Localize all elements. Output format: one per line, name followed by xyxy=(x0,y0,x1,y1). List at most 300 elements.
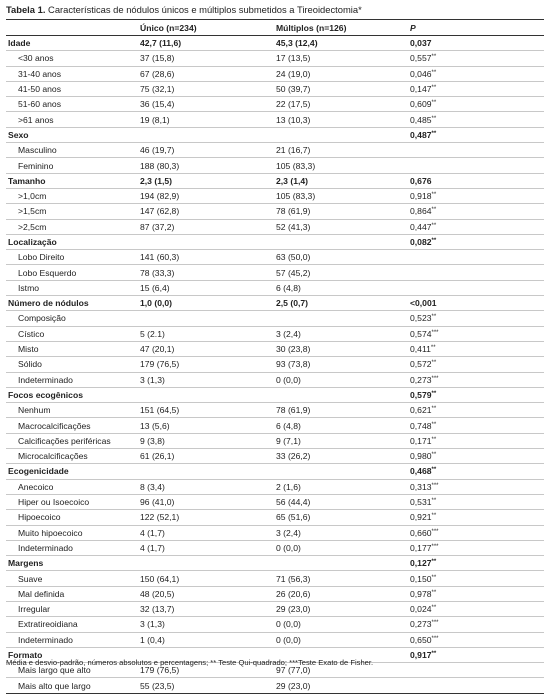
row-label-text: 51-60 anos xyxy=(18,99,62,110)
p-value xyxy=(410,601,544,616)
multiplos-value-text: 26 (20,6) xyxy=(276,588,311,599)
multiplos-value xyxy=(276,188,410,203)
row-label xyxy=(6,586,140,601)
row-label-text: Indeterminado xyxy=(18,542,73,553)
multiplos-value-text: 22 (17,5) xyxy=(276,99,311,110)
multiplos-value xyxy=(276,66,410,81)
table-row xyxy=(6,449,544,464)
multiplos-value xyxy=(276,219,410,234)
row-label-text: <30 anos xyxy=(18,53,54,64)
row-label-text: Istmo xyxy=(18,282,40,293)
p-value xyxy=(410,219,544,234)
multiplos-value-text: 63 (50,0) xyxy=(276,252,311,263)
multiplos-value xyxy=(276,296,410,311)
row-label xyxy=(6,510,140,525)
row-label-text: Lobo Esquerdo xyxy=(18,267,77,278)
unico-value-text: 188 (80,3) xyxy=(140,160,180,171)
p-value xyxy=(410,36,544,51)
row-label-text: Masculino xyxy=(18,145,57,156)
table-row xyxy=(6,81,544,96)
multiplos-value xyxy=(276,403,410,418)
unico-value-text: 179 (76,5) xyxy=(140,359,180,370)
unico-value-text: 42,7 (11,6) xyxy=(140,38,182,49)
multiplos-value xyxy=(276,556,410,571)
unico-value xyxy=(140,433,276,448)
table-row xyxy=(6,66,544,81)
significance-marker: ** xyxy=(431,85,437,92)
p-value-text: 0,621 xyxy=(410,405,432,416)
p-value xyxy=(410,632,544,647)
p-value xyxy=(410,97,544,112)
multiplos-value-text: 29 (23,0) xyxy=(276,680,311,691)
p-value xyxy=(410,158,544,173)
unico-value-text: 3 (1,3) xyxy=(140,619,165,630)
multiplos-value xyxy=(276,265,410,280)
unico-value xyxy=(140,66,276,81)
multiplos-value-text: 30 (23,8) xyxy=(276,344,311,355)
unico-value xyxy=(140,204,276,219)
multiplos-value xyxy=(276,418,410,433)
multiplos-value-text: 65 (51,6) xyxy=(276,512,311,523)
multiplos-value xyxy=(276,632,410,647)
header-variable xyxy=(6,20,140,36)
p-value-text: 0,447 xyxy=(410,221,432,232)
header-p-value: P xyxy=(410,20,544,36)
row-label xyxy=(6,204,140,219)
header-multiplos: Múltiplos (n=126) xyxy=(276,20,410,36)
multiplos-value-text: 9 (7,1) xyxy=(276,435,301,446)
row-label-text: Margens xyxy=(8,558,44,569)
row-label-text: Misto xyxy=(18,344,39,355)
unico-value-text: 96 (41,0) xyxy=(140,497,175,508)
p-value xyxy=(410,204,544,219)
unico-value xyxy=(140,173,276,188)
p-value-text: 0,037 xyxy=(410,38,432,49)
unico-value xyxy=(140,97,276,112)
unico-value xyxy=(140,387,276,402)
table-caption xyxy=(6,4,362,16)
multiplos-value xyxy=(276,617,410,632)
multiplos-value xyxy=(276,311,410,326)
row-label-text: Cístico xyxy=(18,328,45,339)
multiplos-value xyxy=(276,510,410,525)
multiplos-value xyxy=(276,341,410,356)
significance-marker: ** xyxy=(431,207,437,214)
p-value xyxy=(410,464,544,479)
multiplos-value xyxy=(276,525,410,540)
row-label-text: Ecogenicidade xyxy=(8,466,69,477)
unico-value xyxy=(140,586,276,601)
multiplos-value xyxy=(276,326,410,341)
table-row xyxy=(6,617,544,632)
unico-value xyxy=(140,81,276,96)
multiplos-value xyxy=(276,81,410,96)
p-value xyxy=(410,265,544,280)
unico-value-text: 194 (82,9) xyxy=(140,191,180,202)
row-label xyxy=(6,418,140,433)
p-value-text: 0,150 xyxy=(410,573,432,584)
row-label xyxy=(6,479,140,494)
row-label-text: Indeterminado xyxy=(18,374,73,385)
multiplos-value-text: 13 (10,3) xyxy=(276,114,311,125)
row-label xyxy=(6,341,140,356)
row-label xyxy=(6,280,140,295)
unico-value xyxy=(140,601,276,616)
table-row xyxy=(6,326,544,341)
multiplos-value-text: 33 (26,2) xyxy=(276,451,311,462)
table-row xyxy=(6,372,544,387)
multiplos-value xyxy=(276,97,410,112)
multiplos-value xyxy=(276,127,410,142)
p-value-text: 0,579 xyxy=(410,389,432,400)
multiplos-value xyxy=(276,112,410,127)
unico-value xyxy=(140,617,276,632)
unico-value-text: 15 (6,4) xyxy=(140,282,170,293)
multiplos-value-text: 93 (73,8) xyxy=(276,359,311,370)
unico-value-text: 37 (15,8) xyxy=(140,53,175,64)
p-value xyxy=(410,663,544,678)
row-label-text: Extratireoidiana xyxy=(18,619,78,630)
multiplos-value xyxy=(276,204,410,219)
significance-marker: ** xyxy=(431,222,437,229)
p-value xyxy=(410,617,544,632)
table-row xyxy=(6,571,544,586)
p-value xyxy=(410,647,544,662)
p-value-text: 0,531 xyxy=(410,497,432,508)
significance-marker: ** xyxy=(431,421,437,428)
table-group-row xyxy=(6,127,544,142)
p-value xyxy=(410,387,544,402)
p-value xyxy=(410,280,544,295)
row-label xyxy=(6,372,140,387)
row-label xyxy=(6,326,140,341)
p-value-text: 0,313 xyxy=(410,481,432,492)
row-label-text: Idade xyxy=(8,38,31,49)
p-value-text: 0,864 xyxy=(410,206,432,217)
p-value-text: 0,523 xyxy=(410,313,432,324)
table-group-row xyxy=(6,36,544,51)
p-value xyxy=(410,556,544,571)
significance-marker: ** xyxy=(431,498,437,505)
unico-value-text: 13 (5,6) xyxy=(140,420,170,431)
row-label-text: Suave xyxy=(18,573,43,584)
unico-value-text: 32 (13,7) xyxy=(140,604,175,615)
p-value xyxy=(410,51,544,66)
table-row xyxy=(6,418,544,433)
significance-marker: *** xyxy=(431,543,439,550)
table-row xyxy=(6,143,544,158)
significance-marker: ** xyxy=(431,360,437,367)
table-group-row xyxy=(6,173,544,188)
p-value-text: 0,468 xyxy=(410,466,432,477)
unico-value xyxy=(140,372,276,387)
multiplos-value xyxy=(276,250,410,265)
unico-value-text: 3 (1,3) xyxy=(140,374,165,385)
row-label xyxy=(6,250,140,265)
table-body xyxy=(6,36,544,694)
unico-value-text: 1,0 (0,0) xyxy=(140,298,173,309)
row-label-text: 31-40 anos xyxy=(18,68,62,79)
row-label xyxy=(6,97,140,112)
multiplos-value xyxy=(276,540,410,555)
p-value-text: 0,177 xyxy=(410,542,432,553)
unico-value-text: 4 (1,7) xyxy=(140,542,165,553)
unico-value-text: 67 (28,6) xyxy=(140,68,175,79)
row-label-text: Tamanho xyxy=(8,175,46,186)
multiplos-value-text: 3 (2,4) xyxy=(276,328,301,339)
row-label-text: Sexo xyxy=(8,129,29,140)
unico-value xyxy=(140,341,276,356)
significance-marker: *** xyxy=(431,329,439,336)
unico-value-text: 47 (20,1) xyxy=(140,344,175,355)
unico-value xyxy=(140,525,276,540)
multiplos-value-text: 2,5 (0,7) xyxy=(276,298,309,309)
significance-marker: *** xyxy=(431,528,439,535)
significance-marker: ** xyxy=(431,69,437,76)
significance-marker: ** xyxy=(430,345,436,352)
multiplos-value-text: 56 (44,4) xyxy=(276,497,311,508)
table-row xyxy=(6,357,544,372)
multiplos-value xyxy=(276,280,410,295)
table-group-row xyxy=(6,464,544,479)
table-row xyxy=(6,250,544,265)
row-label-text: Nenhum xyxy=(18,405,51,416)
p-value xyxy=(410,449,544,464)
significance-marker: *** xyxy=(431,635,439,642)
unico-value-text: 48 (20,5) xyxy=(140,588,175,599)
p-value-text: 0,487 xyxy=(410,129,432,140)
p-value xyxy=(410,311,544,326)
multiplos-value-text: 17 (13,5) xyxy=(276,53,311,64)
significance-marker: ** xyxy=(431,452,437,459)
row-label xyxy=(6,601,140,616)
unico-value xyxy=(140,219,276,234)
table-group-row xyxy=(6,296,544,311)
row-label-text: >1,0cm xyxy=(18,191,47,202)
row-label-text: Macrocalcificações xyxy=(18,420,91,431)
row-label xyxy=(6,678,140,693)
row-label-text: >61 anos xyxy=(18,114,54,125)
table-row xyxy=(6,601,544,616)
unico-value xyxy=(140,678,276,693)
table-row xyxy=(6,311,544,326)
unico-value-text: 78 (33,3) xyxy=(140,267,175,278)
multiplos-value xyxy=(276,464,410,479)
significance-marker: ** xyxy=(431,651,437,658)
p-value xyxy=(410,66,544,81)
unico-value-text: 179 (76,5) xyxy=(140,665,180,676)
significance-marker: ** xyxy=(431,238,437,244)
p-value xyxy=(410,586,544,601)
multiplos-value xyxy=(276,433,410,448)
row-label xyxy=(6,112,140,127)
row-label-text: Formato xyxy=(8,650,43,661)
p-value xyxy=(410,188,544,203)
p-value-text: 0,978 xyxy=(410,588,432,599)
multiplos-value xyxy=(276,601,410,616)
p-value xyxy=(410,234,544,249)
multiplos-value-text: 78 (61,9) xyxy=(276,206,311,217)
p-value xyxy=(410,250,544,265)
multiplos-value xyxy=(276,143,410,158)
significance-marker: ** xyxy=(431,467,437,474)
multiplos-value-text: 29 (23,0) xyxy=(276,604,311,615)
table-footnote: Média e desvio-padrão, números absolutos e percentagens; ** Teste Qui-quadrado; ***Teste Exato de Fisher. xyxy=(6,658,374,667)
multiplos-value-text: 3 (2,4) xyxy=(276,527,301,538)
p-value-text: 0,273 xyxy=(410,374,432,385)
row-label-text: >2,5cm xyxy=(18,221,47,232)
multiplos-value-text: 78 (61,9) xyxy=(276,405,311,416)
table-row xyxy=(6,265,544,280)
row-label-text: Anecoico xyxy=(18,481,54,492)
table-row xyxy=(6,403,544,418)
row-label xyxy=(6,525,140,540)
p-value xyxy=(410,143,544,158)
row-label xyxy=(6,219,140,234)
row-label xyxy=(6,464,140,479)
row-label xyxy=(6,632,140,647)
significance-marker: ** xyxy=(431,100,437,107)
row-label xyxy=(6,556,140,571)
table-header-row xyxy=(6,20,544,36)
unico-value xyxy=(140,296,276,311)
row-label-text: 41-50 anos xyxy=(18,84,62,95)
row-label xyxy=(6,36,140,51)
p-value xyxy=(410,540,544,555)
row-label xyxy=(6,143,140,158)
multiplos-value xyxy=(276,36,410,51)
unico-value xyxy=(140,479,276,494)
multiplos-value-text: 45,3 (12,4) xyxy=(276,38,318,49)
row-label xyxy=(6,51,140,66)
significance-marker: *** xyxy=(431,375,439,382)
significance-marker: ** xyxy=(431,589,437,596)
p-value xyxy=(410,494,544,509)
unico-value-text: 87 (37,2) xyxy=(140,221,175,232)
significance-marker: *** xyxy=(431,620,439,627)
p-value-text: 0,918 xyxy=(410,191,432,202)
row-label xyxy=(6,571,140,586)
row-label-text: Hiper ou Isoecoico xyxy=(18,497,90,508)
unico-value-text: 9 (3,8) xyxy=(140,435,165,446)
table-row xyxy=(6,678,544,693)
row-label xyxy=(6,188,140,203)
table-row xyxy=(6,433,544,448)
unico-value xyxy=(140,571,276,586)
significance-marker: ** xyxy=(431,390,437,397)
row-label xyxy=(6,494,140,509)
unico-value-text: 151 (64,5) xyxy=(140,405,180,416)
p-value-text: 0,917 xyxy=(410,650,432,661)
multiplos-value xyxy=(276,372,410,387)
table-row xyxy=(6,97,544,112)
row-label-text: Calcificações periféricas xyxy=(18,435,111,446)
table-row xyxy=(6,510,544,525)
multiplos-value-text: 57 (45,2) xyxy=(276,267,311,278)
unico-value xyxy=(140,234,276,249)
multiplos-value xyxy=(276,571,410,586)
unico-value xyxy=(140,311,276,326)
p-value xyxy=(410,357,544,372)
significance-marker: ** xyxy=(431,559,437,566)
p-value xyxy=(410,372,544,387)
significance-marker: ** xyxy=(431,130,437,137)
unico-value xyxy=(140,418,276,433)
multiplos-value xyxy=(276,234,410,249)
multiplos-value xyxy=(276,357,410,372)
p-value xyxy=(410,81,544,96)
p-value xyxy=(410,571,544,586)
table-row xyxy=(6,158,544,173)
unico-value xyxy=(140,265,276,280)
p-value xyxy=(410,296,544,311)
row-label xyxy=(6,540,140,555)
p-value-text: 0,660 xyxy=(410,527,432,538)
multiplos-value-text: 105 (83,3) xyxy=(276,191,316,202)
unico-value-text: 55 (23,5) xyxy=(140,680,175,691)
p-value-text: 0,082 xyxy=(410,237,432,247)
row-label xyxy=(6,296,140,311)
row-label-text: Composição xyxy=(18,313,66,324)
row-label xyxy=(6,81,140,96)
p-value-text: 0,171 xyxy=(410,435,432,446)
table-row xyxy=(6,112,544,127)
p-value xyxy=(410,678,544,693)
multiplos-value-text: 0 (0,0) xyxy=(276,374,301,385)
multiplos-value-text: 2,3 (1,4) xyxy=(276,175,309,186)
row-label xyxy=(6,265,140,280)
row-label xyxy=(6,311,140,326)
unico-value xyxy=(140,158,276,173)
p-value xyxy=(410,479,544,494)
row-label-text: Sólido xyxy=(18,359,42,370)
unico-value xyxy=(140,127,276,142)
row-label-text: Microcalcificações xyxy=(18,451,88,462)
unico-value-text: 147 (62,8) xyxy=(140,206,180,217)
p-value xyxy=(410,112,544,127)
multiplos-value xyxy=(276,586,410,601)
unico-value xyxy=(140,540,276,555)
multiplos-value-text: 52 (41,3) xyxy=(276,221,311,232)
row-label xyxy=(6,357,140,372)
multiplos-value-text: 0 (0,0) xyxy=(276,542,301,553)
row-label xyxy=(6,127,140,142)
row-label xyxy=(6,66,140,81)
unico-value xyxy=(140,188,276,203)
table-row xyxy=(6,586,544,601)
p-value-text: 0,572 xyxy=(410,359,432,370)
unico-value xyxy=(140,632,276,647)
row-label xyxy=(6,617,140,632)
row-label-text: >1,5cm xyxy=(18,206,47,217)
row-label-text: Hipoecoico xyxy=(18,512,61,523)
p-value-text: 0,046 xyxy=(410,68,432,79)
row-label-text: Localização xyxy=(8,237,57,247)
unico-value xyxy=(140,280,276,295)
unico-value-text: 75 (32,1) xyxy=(140,84,175,95)
row-label xyxy=(6,234,140,249)
table-row xyxy=(6,51,544,66)
row-label-text: Lobo Direito xyxy=(18,252,65,263)
p-value xyxy=(410,326,544,341)
multiplos-value xyxy=(276,479,410,494)
p-value xyxy=(410,127,544,142)
unico-value-text: 19 (8,1) xyxy=(140,114,170,125)
unico-value xyxy=(140,510,276,525)
row-label-text: Irregular xyxy=(18,604,50,615)
unico-value xyxy=(140,556,276,571)
multiplos-value-text: 21 (16,7) xyxy=(276,145,311,156)
